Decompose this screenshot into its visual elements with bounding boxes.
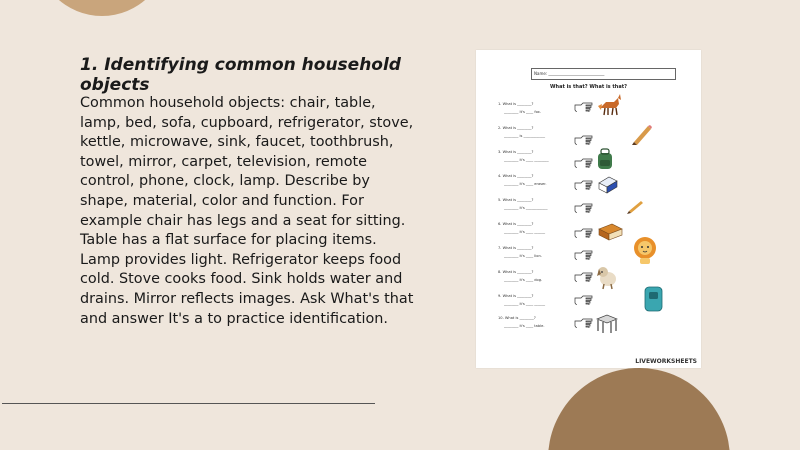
pointing-hand-icon <box>574 272 594 282</box>
pointing-hand-icon <box>574 250 594 260</box>
worksheet-question: 6. What is ________? <box>498 222 534 226</box>
worksheet-image <box>476 50 701 368</box>
worksheet-question: 7. What is ________? <box>498 246 534 250</box>
decorative-divider-line <box>2 403 375 404</box>
worksheet-row <box>498 198 573 218</box>
worksheet-answer: ________ is ____________ <box>504 134 546 138</box>
dog-icon <box>594 264 620 290</box>
worksheet-question: 9. What is ________? <box>498 294 534 298</box>
pointing-hand-icon <box>574 228 594 238</box>
worksheet-row <box>498 150 573 170</box>
table-icon <box>594 312 620 334</box>
worksheet-row <box>498 246 573 266</box>
worksheet-question: 8. What is ________? <box>498 270 534 274</box>
worksheet-answer: ________ it's ____________ <box>504 206 548 210</box>
worksheet-question: 1. What is ________? <box>498 102 534 106</box>
backpack-icon <box>596 148 614 170</box>
worksheet-row <box>498 294 573 314</box>
eraser-icon <box>597 175 619 195</box>
decorative-circle-bottom <box>548 368 730 450</box>
worksheet-footer-logo: LIVEWORKSHEETS <box>635 358 697 365</box>
pointing-hand-icon <box>574 180 594 190</box>
worksheet-question: 3. What is ________? <box>498 150 534 154</box>
worksheet-name-field: Name: ____________________________ <box>531 68 676 80</box>
pencil-small-icon <box>626 198 646 214</box>
worksheet-answer: ________ it's ____ table. <box>504 324 545 328</box>
lion-icon <box>632 236 658 266</box>
pointing-hand-icon <box>574 318 594 328</box>
worksheet-answer: ________ it's ____ dog. <box>504 278 543 282</box>
fox-icon <box>596 92 622 118</box>
worksheet-answer: ________ it's ____ ______ <box>504 230 546 234</box>
worksheet-question: 5. What is ________? <box>498 198 534 202</box>
worksheet-row <box>498 270 573 290</box>
worksheet-answer: ________ it's ____ lion. <box>504 254 542 258</box>
slide-title: 1. Identifying common household objects <box>80 55 401 95</box>
worksheet-answer: ________ it's ____ eraser. <box>504 182 547 186</box>
book-icon <box>596 221 624 243</box>
worksheet-question: 10. What is ________? <box>498 316 536 320</box>
worksheet-answer: ________ it's ____ ________ <box>504 158 549 162</box>
worksheet-question: 2. What is ________? <box>498 126 534 130</box>
worksheet-row <box>498 316 573 336</box>
pencil-icon <box>630 122 654 146</box>
worksheet-heading: What is that? What is that? <box>550 84 627 90</box>
worksheet-question: 4. What is ________? <box>498 174 534 178</box>
worksheet-answer: ________ It's ____ fox. <box>504 110 541 114</box>
pointing-hand-icon <box>574 203 594 213</box>
worksheet-row <box>498 174 573 194</box>
pointing-hand-icon <box>574 102 594 112</box>
worksheet-row <box>498 222 573 242</box>
sharpener-icon <box>642 283 666 315</box>
worksheet-answer: ________ it's ____ ______ <box>504 302 546 306</box>
pointing-hand-icon <box>574 135 594 145</box>
pointing-hand-icon <box>574 295 594 305</box>
decorative-circle-top <box>36 0 168 16</box>
slide-body-text: Common household objects: chair, table, lamp, bed, sofa, cupboard, refrigerator, stove, kettle, microwave, sink, faucet, toothbrush, towel, mirror, carpet, television, remote control, phone, clock, lamp. Describe by shape, material, color and function. For example chair has legs and a seat for sitting. Table has a flat surface for placing items. Lamp provides light. Refrigerator keeps food cold. Stove cooks food. Sink holds water and drains. Mirror reflects images. Ask What's that and answer It's a to practice identification. <box>80 95 414 327</box>
worksheet-row <box>498 126 573 146</box>
pointing-hand-icon <box>574 158 594 168</box>
worksheet-row <box>498 102 573 122</box>
